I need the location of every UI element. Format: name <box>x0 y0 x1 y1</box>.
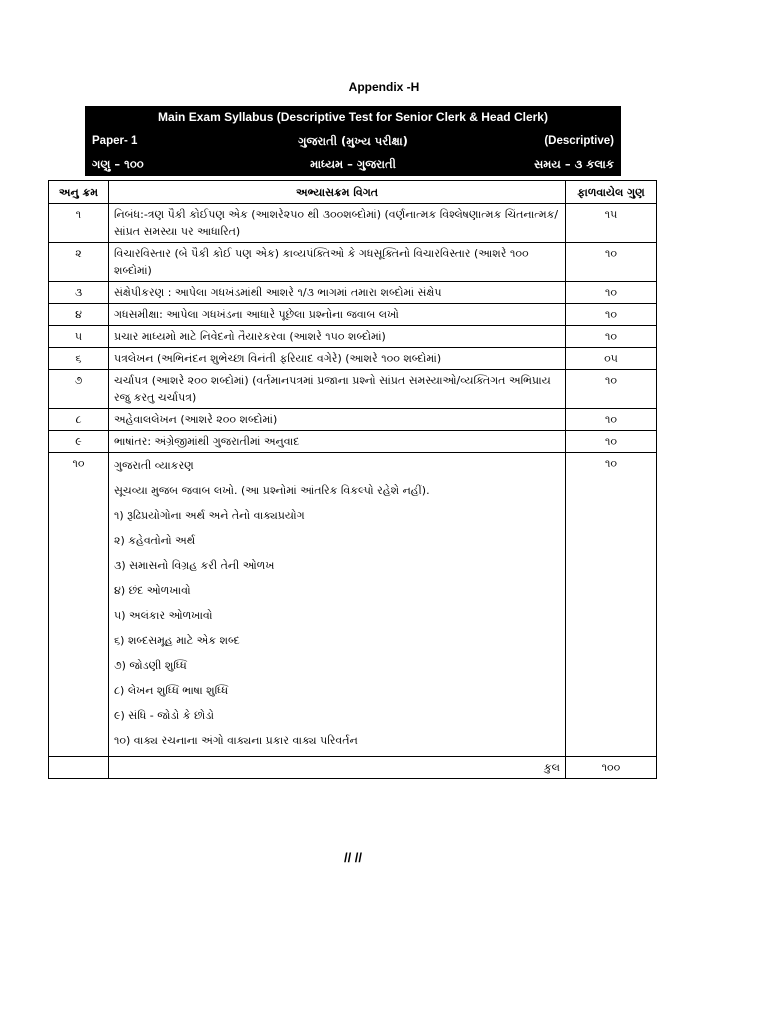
banner-row-paper <box>85 130 621 153</box>
table-row <box>49 431 657 453</box>
total-marks: ૧૦૦ <box>566 757 657 779</box>
grammar-instruction: સૂચવ્યા મુજબ જવાબ લખો. (આ પ્રશ્નોમાં આંતરિક વિકલ્પો રહેશે નહીં). <box>114 484 430 497</box>
row-detail: ભાષાંતર: અંગ્રેજીમાંથી ગુજરાતીમાં અનુવાદ <box>109 431 566 453</box>
table-row <box>49 304 657 326</box>
row-number: ૫ <box>49 326 109 348</box>
medium-label: માધ્યમ – ગુજરાતી <box>310 157 396 171</box>
table-row <box>49 243 657 282</box>
table-row <box>49 326 657 348</box>
row-detail: પત્રલેખન (અભિનંદન શુભેચ્છા વિનંતી ફરિયાદ વગેરે) (આશરે ૧૦૦ શબ્દોમાં) <box>109 348 566 370</box>
grammar-item: ૨) કહેવતોનો અર્થ <box>114 534 196 547</box>
row-number: ૪ <box>49 304 109 326</box>
table-row <box>49 282 657 304</box>
row-detail: વિચારવિસ્તાર (બે પૈકી કોઈ પણ એક) કાવ્યપંક્તિઓ કે ગધસૂક્તિનો વિચારવિસ્તાર (આશરે ૧૦૦ શબ્દોમાં) <box>109 243 566 282</box>
total-empty-cell <box>49 757 109 779</box>
grammar-item: ૫) અલંકાર ઓળખાવો <box>114 609 213 622</box>
grammar-item: ૧૦) વાક્ય રચનાના અંગો વાક્યના પ્રકાર વાક્ય પરિવર્તન <box>114 734 358 747</box>
row-number: ૯ <box>49 431 109 453</box>
banner-row-meta <box>85 153 621 176</box>
row-number: ૩ <box>49 282 109 304</box>
row-marks: ૧૦ <box>566 409 657 431</box>
row-detail: ચર્ચાપત્ર (આશરે ૨૦૦ શબ્દોમાં) (વર્તમાનપત્રમાં પ્રજાના પ્રશ્નો સાંપ્રત સમસ્યાઓ/વ્યક્તિગત અભિપ્રાય રજુ કરતુ ચર્ચાપત્ર) <box>109 370 566 409</box>
header-detail: અભ્યાસક્રમ વિગત <box>109 181 566 204</box>
grammar-item: ૯) સંધિ - જોડો કે છોડો <box>114 709 215 722</box>
row-detail: પ્રચાર માધ્યમો માટે નિવેદનો તૈયારકરવા (આશરે ૧૫૦ શબ્દોમાં) <box>109 326 566 348</box>
syllabus-banner <box>85 106 621 176</box>
end-mark: // // <box>343 850 363 865</box>
row-detail: ગધસમીક્ષા: આપેલા ગધખંડના આધારે પૂછેલા પ્રશ્નોના જવાબ લખો <box>109 304 566 326</box>
row-marks: ૧૦ <box>566 431 657 453</box>
row-marks: ૧૦ <box>566 326 657 348</box>
row-number: ૧ <box>49 204 109 243</box>
table-row <box>49 204 657 243</box>
grammar-item: ૭) જોડણી શુધ્ધિ <box>114 659 187 672</box>
header-serial: અનુ ક્રમ <box>49 181 109 204</box>
time-label: સમય – ૩ કલાક <box>533 157 614 171</box>
grammar-item: ૪) છંદ ઓળખાવો <box>114 584 191 597</box>
row-marks: ૧૦ <box>566 282 657 304</box>
total-row <box>49 757 657 779</box>
row-marks: ૧૦ <box>566 243 657 282</box>
row-marks: ૧૦ <box>566 453 657 757</box>
grammar-item: ૮) લેખન શુધ્ધિ ભાષા શુધ્ધિ <box>114 684 229 697</box>
grammar-row <box>49 453 657 757</box>
type-label: (Descriptive) <box>544 135 614 147</box>
table-row <box>49 348 657 370</box>
row-detail: નિબંધ:-ત્રણ પૈકી કોઈપણ એક (આશરે૨૫૦ થી ૩૦૦શબ્દોમાં) (વર્ણનાત્મક વિશ્લેષણાત્મક ચિંતનાત્મક/સાંપ્રત સમસ્યા પર આધારિત) <box>109 204 566 243</box>
header-marks: ફાળવાયેલ ગુણ <box>566 181 657 204</box>
row-number: ૮ <box>49 409 109 431</box>
grammar-item: ૧) રૂઢિપ્રયોગોના અર્થ અને તેનો વાક્યપ્રયોગ <box>114 509 305 522</box>
table-row <box>49 370 657 409</box>
row-detail: સંક્ષેપીકરણ : આપેલા ગધખંડમાંથી આશરે ૧/૩ ભાગમાં તમારા શબ્દોમાં સંક્ષેપ <box>109 282 566 304</box>
row-detail: અહેવાલલેખન (આશરે ૨૦૦ શબ્દોમાં) <box>109 409 566 431</box>
row-number: ૭ <box>49 370 109 409</box>
paper-label: Paper- 1 <box>92 135 138 147</box>
table-row <box>49 409 657 431</box>
row-number: ૧૦ <box>49 453 109 757</box>
grammar-item: ૬) શબ્દસમૂહ માટે એક શબ્દ <box>114 634 240 647</box>
row-number: ૨ <box>49 243 109 282</box>
total-marks-label: ગણુ – ૧૦૦ <box>92 157 144 171</box>
row-marks: ૧૫ <box>566 204 657 243</box>
row-marks: ૧૦ <box>566 370 657 409</box>
row-marks: ૦૫ <box>566 348 657 370</box>
row-marks: ૧૦ <box>566 304 657 326</box>
grammar-heading: ગુજરાતી વ્યાકરણ <box>114 459 194 472</box>
table-header-row <box>49 181 657 204</box>
total-label: કુલ <box>109 757 566 779</box>
row-number: ૬ <box>49 348 109 370</box>
syllabus-table <box>48 180 657 779</box>
grammar-item: ૩) સમાસનો વિગ્રહ કરી તેની ઓળખ <box>114 559 275 572</box>
appendix-title: Appendix -H <box>348 80 420 94</box>
grammar-detail <box>109 453 566 757</box>
subject-label: ગુજરાતી (મુખ્ય પરીક્ષા) <box>298 134 408 148</box>
banner-title: Main Exam Syllabus (Descriptive Test for Senior Clerk & Head Clerk) <box>158 110 548 124</box>
